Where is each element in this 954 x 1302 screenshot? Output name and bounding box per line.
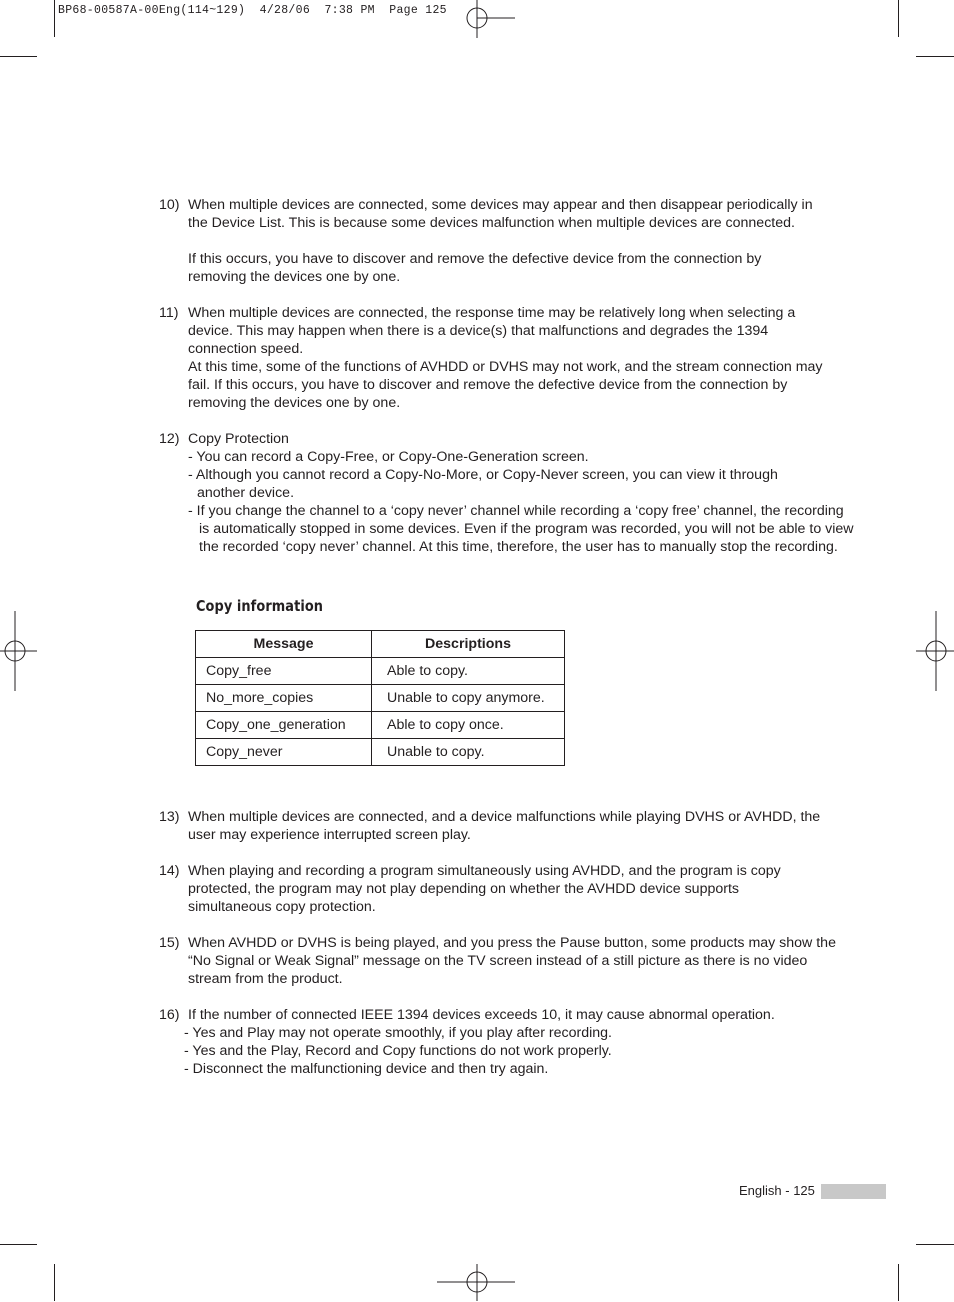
bullet-line: - Disconnect the malfunctioning device and then try again.	[184, 1061, 549, 1077]
message-cell: No_more_copies	[196, 685, 372, 712]
note-paragraph: At this time, some of the functions of AVHDD or DVHS may not work, and the stream connection may fail. If this occurs, you have to discover and remove the defective device from the connection by removing the devices one by one.	[188, 359, 823, 411]
description-cell: Unable to copy.	[372, 739, 565, 766]
note-item-12	[159, 430, 854, 556]
message-cell: Copy_never	[196, 739, 372, 766]
printer-slug-line: BP68-00587A-00Eng(114~129) 4/28/06 7:38 PM Page 125	[58, 4, 447, 17]
crop-mark-top-right-v	[898, 0, 899, 37]
crop-mark-bottom-right-v	[898, 1264, 899, 1301]
note-number: 16)	[159, 1007, 180, 1023]
note-item-14	[159, 862, 849, 916]
table-row	[196, 685, 565, 712]
crop-mark-bottom-right-h	[916, 1244, 954, 1245]
registration-mark-right	[914, 611, 954, 651]
note-item-15	[159, 934, 849, 988]
bullet-line: - Although you cannot record a Copy-No-More, or Copy-Never screen, you can view it through another device.	[188, 467, 778, 501]
bullet-line: - Yes and Play may not operate smoothly, if you play after recording.	[184, 1025, 612, 1041]
note-item-13	[159, 808, 849, 844]
table-header-row	[196, 631, 565, 658]
registration-mark-left	[0, 611, 40, 651]
crop-mark-bottom-left-h	[0, 1244, 37, 1245]
registration-mark-top	[437, 0, 477, 40]
crop-mark-top-right-h	[916, 56, 954, 57]
table-row	[196, 712, 565, 739]
note-number: 13)	[159, 809, 180, 825]
note-item-11	[159, 304, 849, 412]
note-number: 10)	[159, 197, 180, 213]
message-cell: Copy_free	[196, 658, 372, 685]
note-number: 15)	[159, 935, 180, 951]
description-cell: Unable to copy anymore.	[372, 685, 565, 712]
note-title: If the number of connected IEEE 1394 devices exceeds 10, it may cause abnormal operation.	[188, 1007, 775, 1023]
copy-information-table	[195, 630, 565, 766]
note-number: 11)	[159, 305, 179, 321]
note-paragraph: When multiple devices are connected, and a device malfunctions while playing DVHS or AVHDD, the user may experience interrupted screen play.	[188, 809, 821, 843]
note-title: Copy Protection	[188, 431, 289, 447]
note-paragraph: If this occurs, you have to discover and remove the defective device from the connection by removing the devices one by one.	[188, 251, 762, 285]
note-number: 12)	[159, 431, 180, 447]
crop-mark-bottom-left-v	[54, 1264, 55, 1301]
table-row	[196, 739, 565, 766]
description-cell: Able to copy once.	[372, 712, 565, 739]
copy-information-heading: Copy information	[196, 597, 324, 615]
note-number: 14)	[159, 863, 180, 879]
table-row	[196, 658, 565, 685]
page-number-label: English - 125	[739, 1183, 815, 1198]
note-paragraph: When multiple devices are connected, some devices may appear and then disappear periodically in the Device List. This is because some devices malfunction when multiple devices are connected.	[188, 197, 813, 231]
column-header-descriptions: Descriptions	[372, 631, 565, 658]
crop-mark-top-left-v	[54, 0, 55, 37]
footer-gray-bar	[821, 1184, 886, 1199]
note-item-10	[159, 196, 849, 286]
bullet-line: - If you change the channel to a ‘copy never’ channel while recording a ‘copy free’ channel, the recording is automatically stopped in some devices. Even if the program was recorded, you will not be able to view the recorded ‘copy never’ channel. At this time, therefore, the user has to manually stop the recording.	[188, 503, 854, 555]
registration-mark-bottom	[437, 1262, 477, 1302]
message-cell: Copy_one_generation	[196, 712, 372, 739]
note-paragraph: When multiple devices are connected, the response time may be relatively long when selecting a device. This may happen when there is a device(s) that malfunctions and degrades the 1394 connection speed.	[188, 305, 796, 357]
notes-lower	[159, 808, 849, 1078]
note-paragraph: When playing and recording a program simultaneously using AVHDD, and the program is copy protected, the program may not play depending on whether the AVHDD device supports simultaneous copy protection.	[188, 863, 781, 915]
note-item-16	[159, 1006, 849, 1078]
crop-mark-top-left-h	[0, 56, 37, 57]
column-header-message: Message	[196, 631, 372, 658]
description-cell: Able to copy.	[372, 658, 565, 685]
note-paragraph: When AVHDD or DVHS is being played, and you press the Pause button, some products may show the “No Signal or Weak Signal” message on the TV screen instead of a still picture as there is no video stream from the product.	[188, 935, 836, 987]
notes-upper	[159, 196, 854, 556]
bullet-line: - Yes and the Play, Record and Copy functions do not work properly.	[184, 1043, 612, 1059]
bullet-line: - You can record a Copy-Free, or Copy-One-Generation screen.	[188, 449, 589, 465]
